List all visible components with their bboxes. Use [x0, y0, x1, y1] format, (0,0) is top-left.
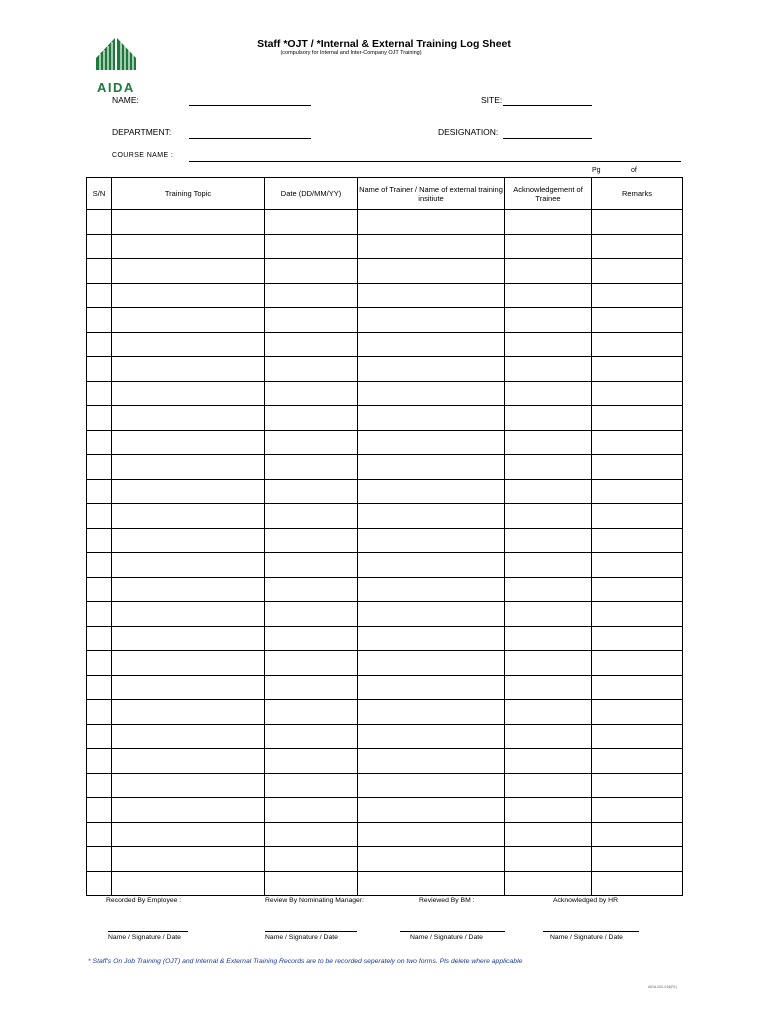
sn-cell[interactable]	[87, 283, 112, 308]
table-row	[87, 871, 683, 896]
bm-signature-line[interactable]	[400, 931, 505, 932]
acknowledgement-cell[interactable]	[505, 847, 592, 872]
acknowledged-by-hr-label: Acknowledged by HR	[553, 897, 618, 904]
sn-cell[interactable]	[87, 651, 112, 676]
training-topic-cell[interactable]	[112, 406, 265, 431]
trainer-name-cell[interactable]	[358, 234, 505, 259]
remarks-cell[interactable]	[592, 357, 683, 382]
trainer-name-cell[interactable]	[358, 259, 505, 284]
sn-cell[interactable]	[87, 724, 112, 749]
header-trainer-name: Name of Trainer / Name of external training insitiute	[358, 178, 505, 210]
remarks-cell[interactable]	[592, 528, 683, 553]
trainer-name-cell[interactable]	[358, 749, 505, 774]
trainer-name-cell[interactable]	[358, 455, 505, 480]
acknowledgement-cell[interactable]	[505, 430, 592, 455]
acknowledgement-cell[interactable]	[505, 234, 592, 259]
date-cell[interactable]	[265, 847, 358, 872]
training-topic-cell[interactable]	[112, 871, 265, 896]
trainer-name-cell[interactable]	[358, 798, 505, 823]
training-log-table	[86, 177, 683, 896]
date-cell[interactable]	[265, 479, 358, 504]
table-row	[87, 308, 683, 333]
remarks-cell[interactable]	[592, 308, 683, 333]
sn-cell[interactable]	[87, 602, 112, 627]
training-topic-cell[interactable]	[112, 602, 265, 627]
department-field[interactable]	[189, 138, 311, 139]
date-cell[interactable]	[265, 871, 358, 896]
course-name-label: COURSE NAME :	[112, 152, 174, 159]
sn-cell[interactable]	[87, 675, 112, 700]
sn-cell[interactable]	[87, 773, 112, 798]
acknowledgement-cell[interactable]	[505, 259, 592, 284]
trainer-name-cell[interactable]	[358, 871, 505, 896]
table-row	[87, 357, 683, 382]
table-row	[87, 675, 683, 700]
remarks-cell[interactable]	[592, 700, 683, 725]
course-name-field[interactable]	[189, 161, 681, 162]
trainer-name-cell[interactable]	[358, 308, 505, 333]
table-row	[87, 724, 683, 749]
table-row	[87, 651, 683, 676]
table-row	[87, 283, 683, 308]
bm-signature-caption: Name / Signature / Date	[410, 934, 483, 941]
remarks-cell[interactable]	[592, 602, 683, 627]
acknowledgement-cell[interactable]	[505, 283, 592, 308]
acknowledgement-cell[interactable]	[505, 528, 592, 553]
manager-signature-line[interactable]	[265, 931, 357, 932]
acknowledgement-cell[interactable]	[505, 773, 592, 798]
table-row	[87, 847, 683, 872]
sn-cell[interactable]	[87, 847, 112, 872]
sn-cell[interactable]	[87, 259, 112, 284]
training-topic-cell[interactable]	[112, 577, 265, 602]
training-topic-cell[interactable]	[112, 259, 265, 284]
remarks-cell[interactable]	[592, 234, 683, 259]
date-cell[interactable]	[265, 651, 358, 676]
training-topic-cell[interactable]	[112, 749, 265, 774]
recorded-by-employee-label: Recorded By Employee :	[106, 897, 182, 904]
trainer-name-cell[interactable]	[358, 675, 505, 700]
date-cell[interactable]	[265, 602, 358, 627]
remarks-cell[interactable]	[592, 724, 683, 749]
remarks-cell[interactable]	[592, 553, 683, 578]
date-cell[interactable]	[265, 553, 358, 578]
date-cell[interactable]	[265, 724, 358, 749]
remarks-cell[interactable]	[592, 749, 683, 774]
hr-signature-caption: Name / Signature / Date	[550, 934, 623, 941]
table-row	[87, 504, 683, 529]
date-cell[interactable]	[265, 381, 358, 406]
header-sn: S/N	[87, 178, 112, 210]
acknowledgement-cell[interactable]	[505, 455, 592, 480]
training-topic-cell[interactable]	[112, 651, 265, 676]
acknowledgement-cell[interactable]	[505, 749, 592, 774]
acknowledgement-cell[interactable]	[505, 651, 592, 676]
reviewed-by-bm-label: Reviewed By BM :	[419, 897, 475, 904]
trainer-name-cell[interactable]	[358, 724, 505, 749]
date-cell[interactable]	[265, 210, 358, 235]
training-topic-cell[interactable]	[112, 773, 265, 798]
date-cell[interactable]	[265, 406, 358, 431]
manager-signature-caption: Name / Signature / Date	[265, 934, 338, 941]
training-topic-cell[interactable]	[112, 626, 265, 651]
remarks-cell[interactable]	[592, 847, 683, 872]
acknowledgement-cell[interactable]	[505, 822, 592, 847]
acknowledgement-cell[interactable]	[505, 700, 592, 725]
site-label: SITE:	[481, 95, 503, 105]
sn-cell[interactable]	[87, 406, 112, 431]
training-topic-cell[interactable]	[112, 210, 265, 235]
training-topic-cell[interactable]	[112, 553, 265, 578]
table-row	[87, 234, 683, 259]
trainer-name-cell[interactable]	[358, 651, 505, 676]
sn-cell[interactable]	[87, 822, 112, 847]
sn-cell[interactable]	[87, 332, 112, 357]
training-topic-cell[interactable]	[112, 479, 265, 504]
training-topic-cell[interactable]	[112, 381, 265, 406]
date-cell[interactable]	[265, 749, 358, 774]
table-row	[87, 626, 683, 651]
table-row	[87, 822, 683, 847]
date-cell[interactable]	[265, 700, 358, 725]
trainer-name-cell[interactable]	[358, 357, 505, 382]
acknowledgement-cell[interactable]	[505, 553, 592, 578]
remarks-cell[interactable]	[592, 504, 683, 529]
table-row	[87, 210, 683, 235]
sn-cell[interactable]	[87, 234, 112, 259]
training-topic-cell[interactable]	[112, 455, 265, 480]
header-training-topic: Training Topic	[112, 178, 265, 210]
designation-field[interactable]	[503, 138, 592, 139]
acknowledgement-cell[interactable]	[505, 577, 592, 602]
remarks-cell[interactable]	[592, 773, 683, 798]
remarks-cell[interactable]	[592, 871, 683, 896]
acknowledgement-cell[interactable]	[505, 210, 592, 235]
date-cell[interactable]	[265, 283, 358, 308]
remarks-cell[interactable]	[592, 283, 683, 308]
sn-cell[interactable]	[87, 553, 112, 578]
training-topic-cell[interactable]	[112, 724, 265, 749]
date-cell[interactable]	[265, 234, 358, 259]
trainer-name-cell[interactable]	[358, 210, 505, 235]
remarks-cell[interactable]	[592, 675, 683, 700]
trainer-name-cell[interactable]	[358, 504, 505, 529]
remarks-cell[interactable]	[592, 430, 683, 455]
remarks-cell[interactable]	[592, 798, 683, 823]
table-row	[87, 430, 683, 455]
remarks-cell[interactable]	[592, 577, 683, 602]
form-title: Staff *OJT / *Internal & External Training Log Sheet	[257, 38, 511, 50]
trainer-name-cell[interactable]	[358, 381, 505, 406]
review-by-manager-label: Review By Nominating Manager:	[265, 897, 364, 904]
acknowledgement-cell[interactable]	[505, 308, 592, 333]
table-row	[87, 406, 683, 431]
acknowledgement-cell[interactable]	[505, 798, 592, 823]
acknowledgement-cell[interactable]	[505, 724, 592, 749]
trainer-name-cell[interactable]	[358, 626, 505, 651]
sn-cell[interactable]	[87, 871, 112, 896]
acknowledgement-cell[interactable]	[505, 504, 592, 529]
trainer-name-cell[interactable]	[358, 332, 505, 357]
date-cell[interactable]	[265, 822, 358, 847]
date-cell[interactable]	[265, 798, 358, 823]
document-code: AIDA-020-016(R1)	[648, 985, 677, 989]
designation-label: DESIGNATION:	[438, 127, 499, 137]
table-body	[87, 210, 683, 896]
trainer-name-cell[interactable]	[358, 602, 505, 627]
acknowledgement-cell[interactable]	[505, 602, 592, 627]
training-topic-cell[interactable]	[112, 308, 265, 333]
sn-cell[interactable]	[87, 528, 112, 553]
acknowledgement-cell[interactable]	[505, 626, 592, 651]
remarks-cell[interactable]	[592, 210, 683, 235]
date-cell[interactable]	[265, 455, 358, 480]
sn-cell[interactable]	[87, 749, 112, 774]
trainer-name-cell[interactable]	[358, 700, 505, 725]
remarks-cell[interactable]	[592, 259, 683, 284]
remarks-cell[interactable]	[592, 822, 683, 847]
date-cell[interactable]	[265, 430, 358, 455]
training-topic-cell[interactable]	[112, 700, 265, 725]
table-row	[87, 381, 683, 406]
trainer-name-cell[interactable]	[358, 528, 505, 553]
training-topic-cell[interactable]	[112, 675, 265, 700]
training-topic-cell[interactable]	[112, 430, 265, 455]
table-row	[87, 332, 683, 357]
employee-signature-caption: Name / Signature / Date	[108, 934, 181, 941]
employee-signature-line[interactable]	[108, 931, 188, 932]
name-field[interactable]	[189, 105, 311, 106]
date-cell[interactable]	[265, 357, 358, 382]
table-row	[87, 602, 683, 627]
acknowledgement-cell[interactable]	[505, 479, 592, 504]
trainer-name-cell[interactable]	[358, 479, 505, 504]
trainer-name-cell[interactable]	[358, 577, 505, 602]
acknowledgement-cell[interactable]	[505, 675, 592, 700]
table-row	[87, 455, 683, 480]
remarks-cell[interactable]	[592, 381, 683, 406]
page-of-label: of	[631, 167, 637, 174]
department-label: DEPARTMENT:	[112, 127, 172, 137]
training-topic-cell[interactable]	[112, 234, 265, 259]
table-row	[87, 528, 683, 553]
table-row	[87, 577, 683, 602]
training-topic-cell[interactable]	[112, 283, 265, 308]
date-cell[interactable]	[265, 308, 358, 333]
name-label: NAME:	[112, 95, 139, 105]
date-cell[interactable]	[265, 773, 358, 798]
date-cell[interactable]	[265, 626, 358, 651]
table-header-row	[87, 178, 683, 210]
header-remarks: Remarks	[592, 178, 683, 210]
trainer-name-cell[interactable]	[358, 773, 505, 798]
remarks-cell[interactable]	[592, 455, 683, 480]
sn-cell[interactable]	[87, 430, 112, 455]
sn-cell[interactable]	[87, 626, 112, 651]
trainer-name-cell[interactable]	[358, 553, 505, 578]
remarks-cell[interactable]	[592, 406, 683, 431]
training-topic-cell[interactable]	[112, 822, 265, 847]
training-topic-cell[interactable]	[112, 528, 265, 553]
table-row	[87, 700, 683, 725]
acknowledgement-cell[interactable]	[505, 406, 592, 431]
training-topic-cell[interactable]	[112, 357, 265, 382]
remarks-cell[interactable]	[592, 479, 683, 504]
remarks-cell[interactable]	[592, 332, 683, 357]
trainer-name-cell[interactable]	[358, 822, 505, 847]
training-topic-cell[interactable]	[112, 847, 265, 872]
remarks-cell[interactable]	[592, 626, 683, 651]
table-row	[87, 259, 683, 284]
acknowledgement-cell[interactable]	[505, 332, 592, 357]
sn-cell[interactable]	[87, 381, 112, 406]
header-acknowledgement: Acknowledgement of Trainee	[505, 178, 592, 210]
training-topic-cell[interactable]	[112, 332, 265, 357]
date-cell[interactable]	[265, 504, 358, 529]
form-subtitle: (compulsory for Internal and Inter-Company OJT Training)	[280, 50, 422, 56]
sn-cell[interactable]	[87, 504, 112, 529]
sn-cell[interactable]	[87, 577, 112, 602]
table-row	[87, 479, 683, 504]
logo-wordmark: AIDA	[97, 80, 135, 95]
sn-cell[interactable]	[87, 479, 112, 504]
header-date: Date (DD/MM/YY)	[265, 178, 358, 210]
trainer-name-cell[interactable]	[358, 430, 505, 455]
sn-cell[interactable]	[87, 700, 112, 725]
date-cell[interactable]	[265, 332, 358, 357]
date-cell[interactable]	[265, 675, 358, 700]
trainer-name-cell[interactable]	[358, 406, 505, 431]
table-row	[87, 798, 683, 823]
trainer-name-cell[interactable]	[358, 283, 505, 308]
trainer-name-cell[interactable]	[358, 847, 505, 872]
remarks-cell[interactable]	[592, 651, 683, 676]
acknowledgement-cell[interactable]	[505, 357, 592, 382]
table-row	[87, 749, 683, 774]
sn-cell[interactable]	[87, 308, 112, 333]
footnote: * Staff's On Job Training (OJT) and Internal & External Training Records are to be recorded seperately on two forms. Pls delete where applicable	[88, 958, 523, 965]
date-cell[interactable]	[265, 528, 358, 553]
page-label: Pg	[592, 167, 601, 174]
hr-signature-line[interactable]	[543, 931, 639, 932]
sn-cell[interactable]	[87, 210, 112, 235]
acknowledgement-cell[interactable]	[505, 381, 592, 406]
training-topic-cell[interactable]	[112, 504, 265, 529]
table-row	[87, 773, 683, 798]
table-row	[87, 553, 683, 578]
acknowledgement-cell[interactable]	[505, 871, 592, 896]
training-topic-cell[interactable]	[112, 798, 265, 823]
date-cell[interactable]	[265, 577, 358, 602]
date-cell[interactable]	[265, 259, 358, 284]
site-field[interactable]	[503, 105, 592, 106]
sn-cell[interactable]	[87, 798, 112, 823]
sn-cell[interactable]	[87, 357, 112, 382]
sn-cell[interactable]	[87, 455, 112, 480]
